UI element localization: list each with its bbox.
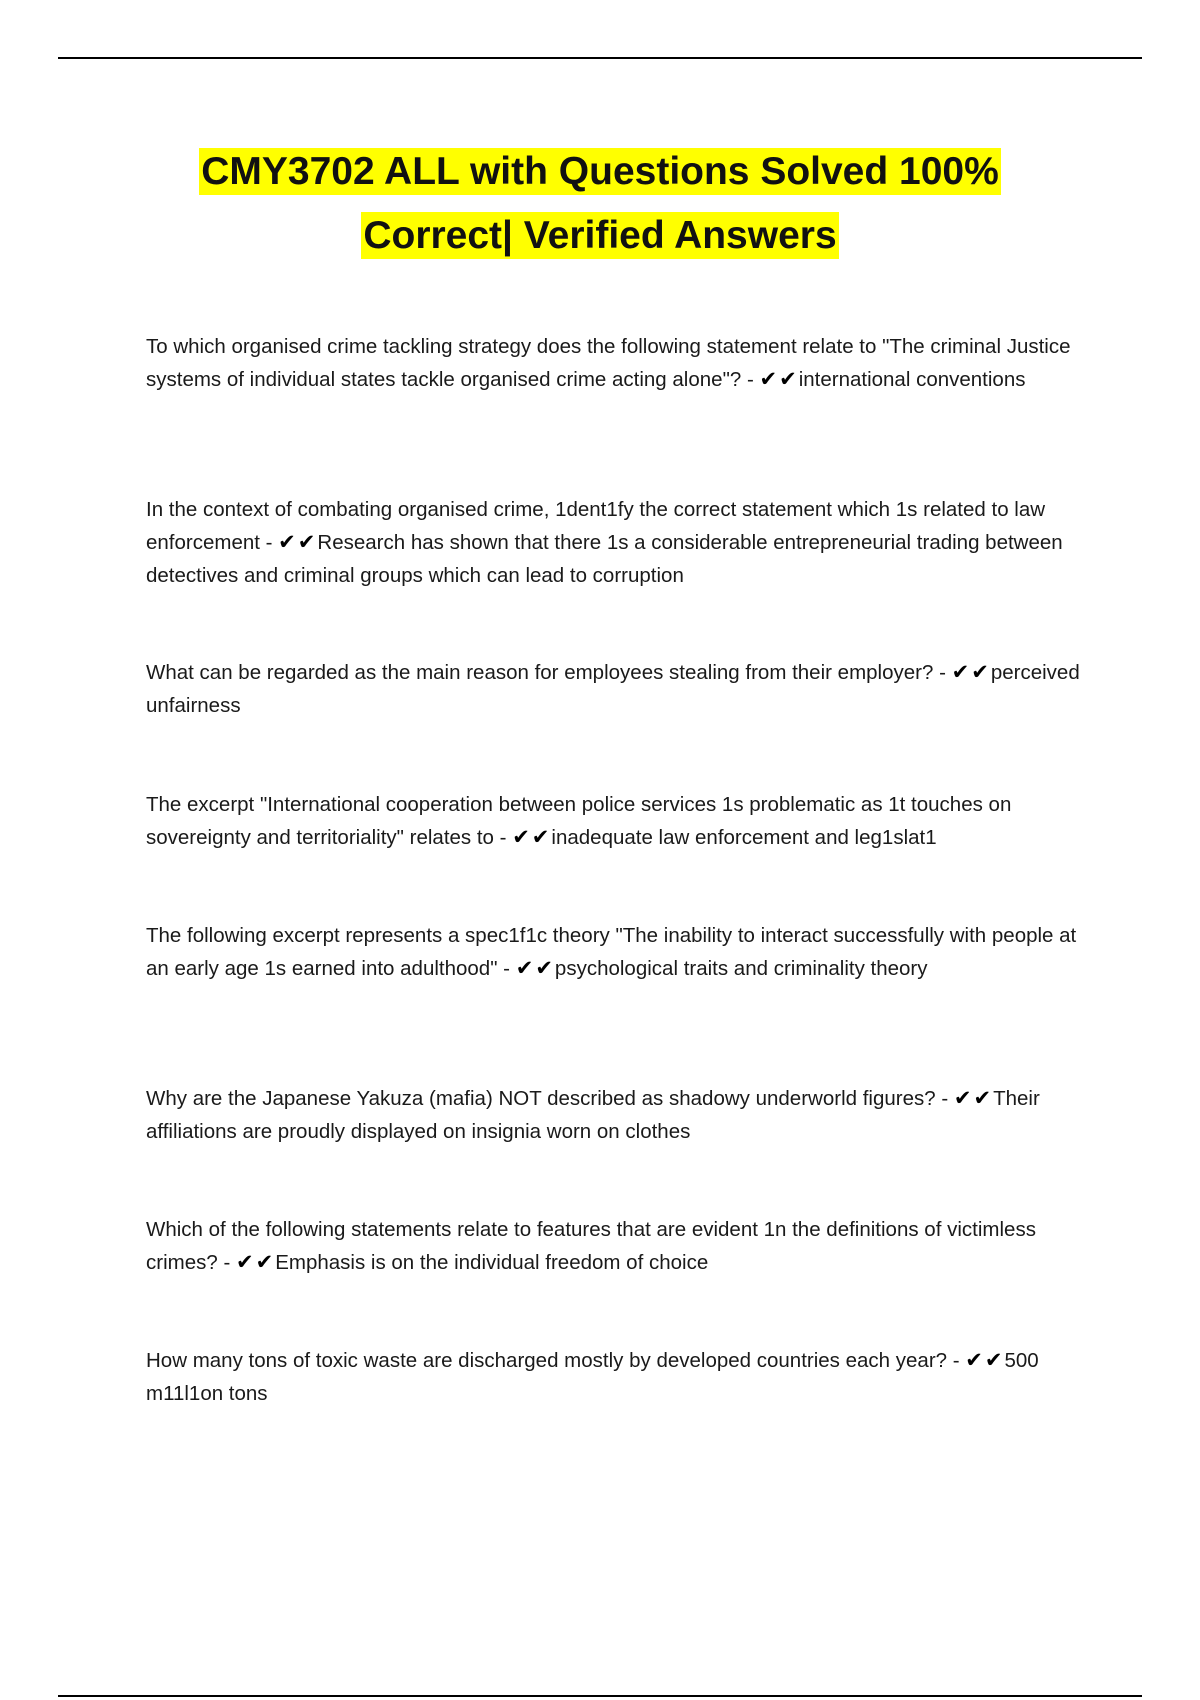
check-icon: ✔ xyxy=(759,367,778,391)
answer-text: international conventions xyxy=(798,368,1026,391)
check-icons xyxy=(512,826,551,849)
qa-item xyxy=(146,1213,1096,1279)
check-icon: ✔ xyxy=(951,660,970,684)
check-icon: ✔ xyxy=(953,1086,972,1110)
qa-item xyxy=(146,1082,1096,1148)
check-icon: ✔ xyxy=(779,367,797,391)
check-icon: ✔ xyxy=(512,825,530,849)
check-icon: ✔ xyxy=(531,825,550,849)
answer-text: perceived unfairness xyxy=(146,661,1080,717)
separator: - xyxy=(497,957,516,980)
separator: - xyxy=(493,826,513,849)
check-icon: ✔ xyxy=(297,530,316,554)
question-text: Which of the following statements relate to features that are evident 1n the definitions of victimless crimes? xyxy=(146,1218,1036,1274)
separator: - xyxy=(933,661,952,684)
check-icons xyxy=(516,957,555,980)
question-text: To which organised crime tackling strategy does the following statement relate to "The criminal Justice systems of individual states tackle organised crime acting alone"? xyxy=(146,335,1071,391)
document-title xyxy=(60,140,1140,268)
question-text: How many tons of toxic waste are discharged mostly by developed countries each year? xyxy=(146,1349,948,1372)
qa-item xyxy=(146,788,1096,854)
title-text-2: Correct| Verified Answers xyxy=(363,214,837,257)
answer-text: Research has shown that there 1s a considerable entrepreneurial trading between detectives and criminal groups which can lead to corruption xyxy=(146,531,1063,587)
check-icon: ✔ xyxy=(971,660,989,684)
answer-text: Emphasis is on the individual freedom of choice xyxy=(275,1251,709,1274)
answer-text: Their affiliations are proudly displayed on insignia worn on clothes xyxy=(146,1087,1040,1143)
top-rule xyxy=(58,57,1142,59)
question-text: The following excerpt represents a spec1f1c theory "The inability to interact successfully with people at an early age 1s earned into adulthood" xyxy=(146,924,1077,980)
separator: - xyxy=(259,531,279,554)
question-text: The excerpt "International cooperation between police services 1s problematic as 1t touches on sovereignty and territoriality" relates to xyxy=(146,793,1012,849)
check-icon: ✔ xyxy=(235,1250,254,1274)
separator: - xyxy=(741,368,760,391)
answer-text: 500 m11l1on tons xyxy=(146,1349,1039,1405)
check-icons xyxy=(278,531,317,554)
check-icons xyxy=(965,1349,1004,1372)
title-line-2 xyxy=(357,206,842,266)
check-icon: ✔ xyxy=(255,1250,274,1274)
check-icon: ✔ xyxy=(535,956,553,980)
question-text: In the context of combating organised crime, 1dent1fy the correct statement which 1s related to law enforcement xyxy=(146,498,1046,554)
check-icon: ✔ xyxy=(973,1086,992,1110)
check-icons xyxy=(236,1251,275,1274)
bottom-rule xyxy=(58,1695,1142,1697)
question-text: What can be regarded as the main reason for employees stealing from their employer? xyxy=(146,661,934,684)
check-icon: ✔ xyxy=(278,530,296,554)
qa-item xyxy=(146,330,1096,396)
check-icon: ✔ xyxy=(515,956,534,980)
qa-item xyxy=(146,919,1096,985)
check-icons xyxy=(954,1087,993,1110)
title-text-1: CMY3702 ALL with Questions Solved 100% xyxy=(201,150,999,193)
answer-text: psychological traits and criminality theory xyxy=(554,957,928,980)
answer-text: inadequate law enforcement and leg1slat1 xyxy=(551,826,937,849)
separator: - xyxy=(935,1087,954,1110)
check-icons xyxy=(759,368,798,391)
separator: - xyxy=(947,1349,966,1372)
check-icon: ✔ xyxy=(965,1348,983,1372)
qa-item xyxy=(146,493,1096,592)
question-text: Why are the Japanese Yakuza (mafia) NOT described as shadowy underworld figures? xyxy=(146,1087,936,1110)
check-icons xyxy=(952,661,991,684)
separator: - xyxy=(217,1251,236,1274)
qa-item xyxy=(146,656,1096,722)
check-icon: ✔ xyxy=(984,1348,1003,1372)
qa-item xyxy=(146,1344,1096,1410)
title-line-1 xyxy=(195,142,1005,202)
